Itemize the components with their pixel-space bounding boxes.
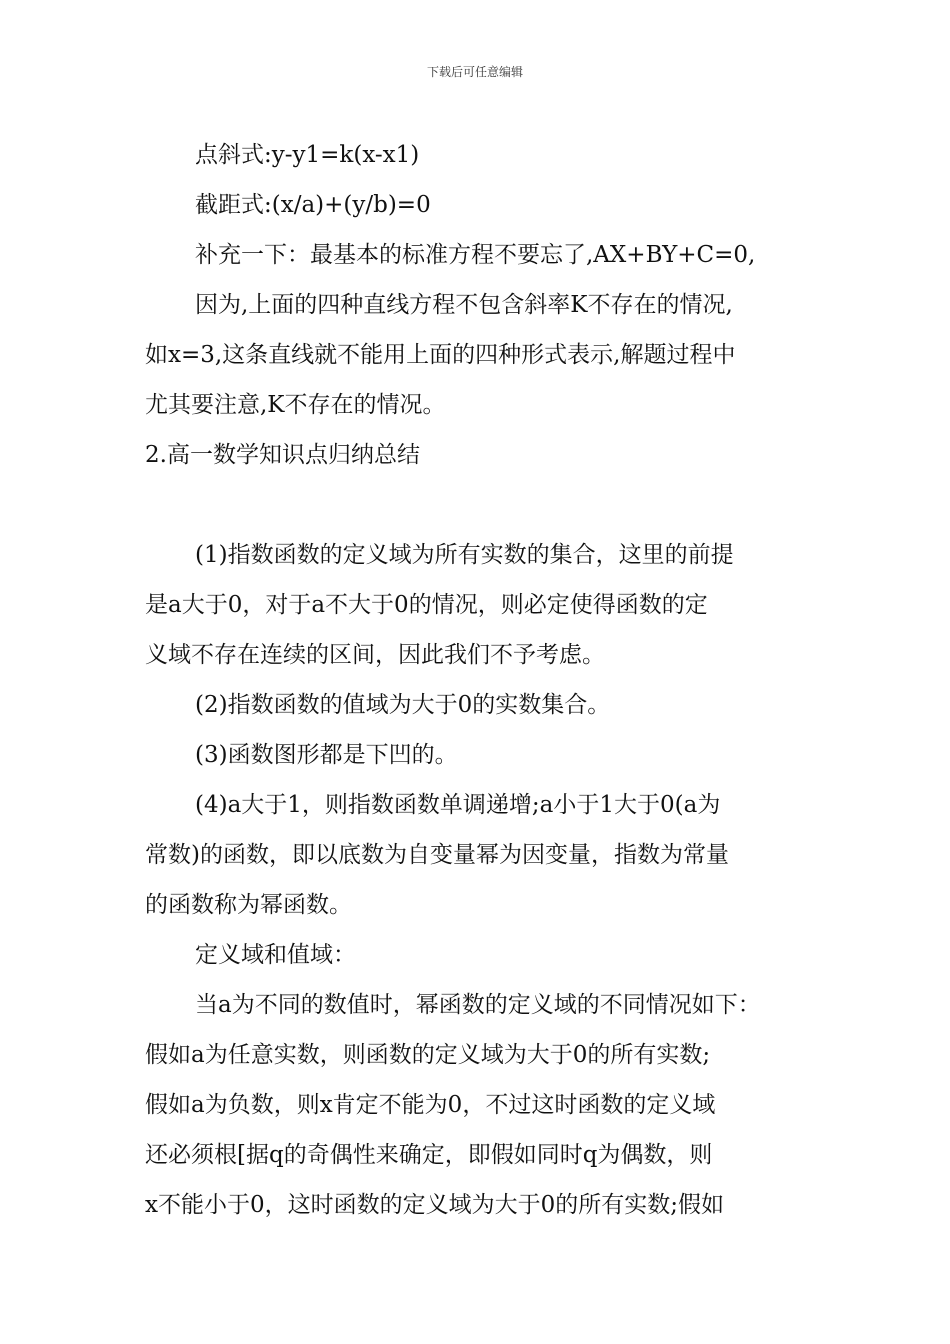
text-line: (3)函数图形都是下凹的。 bbox=[195, 742, 458, 768]
section-heading: 2.高一数学知识点归纳总结 bbox=[145, 442, 420, 468]
text-line: 点斜式:y-y1=k(x-x1) bbox=[195, 142, 420, 168]
text-line: 还必须根[据q的奇偶性来确定，即假如同时q为偶数，则 bbox=[145, 1142, 713, 1168]
blank-line bbox=[145, 480, 825, 530]
text-line: 因为,上面的四种直线方程不包含斜率K不存在的情况, bbox=[195, 292, 733, 318]
text-line: (1)指数函数的定义域为所有实数的集合，这里的前提 bbox=[195, 542, 734, 568]
text-line: 假如a为任意实数，则函数的定义域为大于0的所有实数; bbox=[145, 1042, 711, 1068]
text-line: 如x=3,这条直线就不能用上面的四种形式表示,解题过程中 bbox=[145, 342, 736, 368]
text-line: 义域不存在连续的区间，因此我们不予考虑。 bbox=[145, 642, 605, 668]
text-line: 常数)的函数，即以底数为自变量幂为因变量，指数为常量 bbox=[145, 842, 729, 868]
text-line: (2)指数函数的值域为大于0的实数集合。 bbox=[195, 692, 611, 718]
text-line: (4)a大于1，则指数函数单调递增;a小于1大于0(a为 bbox=[195, 792, 721, 818]
text-line: 截距式:(x/a)+(y/b)=0 bbox=[195, 192, 431, 218]
text-line: 的函数称为幂函数。 bbox=[145, 892, 352, 918]
page-header: 下载后可任意编辑 bbox=[426, 65, 523, 79]
text-line: 是a大于0，对于a不大于0的情况，则必定使得函数的定 bbox=[145, 592, 708, 618]
text-line: 当a为不同的数值时，幂函数的定义域的不同情况如下： bbox=[195, 992, 761, 1018]
document-body bbox=[145, 130, 825, 1230]
text-line: 假如a为负数，则x肯定不能为0，不过这时函数的定义域 bbox=[145, 1092, 716, 1118]
text-line: 定义域和值域： bbox=[195, 942, 356, 968]
text-line: 补充一下：最基本的标准方程不要忘了,AX+BY+C=0, bbox=[195, 242, 756, 268]
text-line: 尤其要注意,K不存在的情况。 bbox=[145, 392, 446, 418]
text-line: x不能小于0，这时函数的定义域为大于0的所有实数;假如 bbox=[145, 1192, 724, 1218]
